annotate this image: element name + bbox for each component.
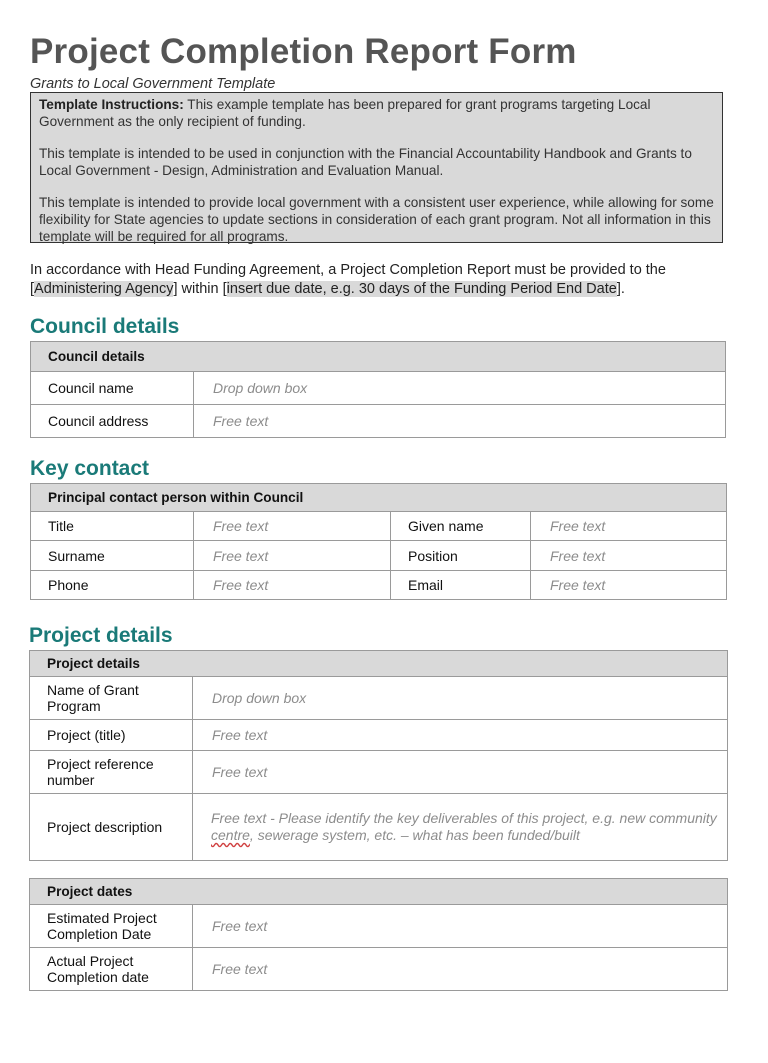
project-details-heading: Project details xyxy=(29,624,173,647)
project-title-field[interactable]: Free text xyxy=(193,720,728,751)
instructions-lead: Template Instructions: xyxy=(39,97,184,112)
accordance-text-1: In accordance with Head Funding Agreement, a Project Completion Report must be provided to the [ xyxy=(30,262,666,297)
page-title: Project Completion Report Form xyxy=(30,32,577,71)
project-dates-table-header: Project dates xyxy=(30,879,728,905)
phone-label: Phone xyxy=(31,571,194,600)
table-row xyxy=(31,541,727,571)
due-date-placeholder[interactable]: insert due date, e.g. 30 days of the Funding Period End Date xyxy=(226,281,617,297)
key-contact-table xyxy=(30,483,727,600)
council-details-table xyxy=(30,341,726,438)
project-description-field[interactable] xyxy=(193,794,728,861)
grant-program-field[interactable]: Drop down box xyxy=(193,677,728,720)
instructions-paragraph-1 xyxy=(39,96,716,130)
council-table-header: Council details xyxy=(31,342,726,372)
council-address-field[interactable]: Free text xyxy=(194,405,726,438)
project-details-table xyxy=(29,650,728,861)
council-name-label: Council name xyxy=(31,372,194,405)
table-row xyxy=(31,372,726,405)
instructions-text-1: This example template has been prepared for grant programs targeting Local Government as the only recipient of funding. xyxy=(39,97,651,129)
grant-program-label: Name of Grant Program xyxy=(30,677,193,720)
estimated-completion-field[interactable]: Free text xyxy=(193,905,728,948)
accordance-text-2: ] within [ xyxy=(173,281,227,297)
email-label: Email xyxy=(391,571,531,600)
title-field[interactable]: Free text xyxy=(194,512,391,541)
project-description-label: Project description xyxy=(30,794,193,861)
table-row xyxy=(30,794,728,861)
administering-agency-placeholder[interactable]: Administering Agency xyxy=(34,281,174,297)
description-text-b: centre xyxy=(211,827,250,843)
given-name-label: Given name xyxy=(391,512,531,541)
key-contact-table-header: Principal contact person within Council xyxy=(31,484,727,512)
description-text-c: , sewerage system, etc. – what has been funded/built xyxy=(249,827,580,843)
instructions-paragraph-2: This template is intended to be used in conjunction with the Financial Accountability Handbook and Grants to Local Government - Design, Administration and Evaluation Manual. xyxy=(39,146,692,178)
project-reference-field[interactable]: Free text xyxy=(193,751,728,794)
accordance-text-3: ]. xyxy=(616,281,625,297)
table-row xyxy=(30,948,728,991)
project-reference-label: Project reference number xyxy=(30,751,193,794)
key-contact-heading: Key contact xyxy=(30,457,150,480)
position-label: Position xyxy=(391,541,531,571)
title-label: Title xyxy=(31,512,194,541)
table-row xyxy=(31,512,727,541)
table-row xyxy=(30,677,728,720)
actual-completion-field[interactable]: Free text xyxy=(193,948,728,991)
accordance-paragraph xyxy=(30,261,730,299)
council-name-field[interactable]: Drop down box xyxy=(194,372,726,405)
page-subtitle: Grants to Local Government Template xyxy=(30,76,276,92)
table-row xyxy=(31,405,726,438)
description-text-a: Free text - Please identify the key deliverables of this project, e.g. new community xyxy=(211,810,717,826)
instructions-paragraph-3: This template is intended to provide local government with a consistent user experience, while allowing for some flexibility for State agencies to update sections in consideration of each grant program. Not all information in this template will be required for all programs. xyxy=(39,195,714,244)
surname-label: Surname xyxy=(31,541,194,571)
project-dates-table xyxy=(29,878,728,991)
table-row xyxy=(30,720,728,751)
council-address-label: Council address xyxy=(31,405,194,438)
table-row xyxy=(30,751,728,794)
email-field[interactable]: Free text xyxy=(531,571,727,600)
given-name-field[interactable]: Free text xyxy=(531,512,727,541)
table-row xyxy=(31,571,727,600)
project-table-header: Project details xyxy=(30,651,728,677)
table-row xyxy=(30,905,728,948)
estimated-completion-label: Estimated Project Completion Date xyxy=(30,905,193,948)
phone-field[interactable]: Free text xyxy=(194,571,391,600)
council-details-heading: Council details xyxy=(30,315,180,338)
template-instructions-box xyxy=(30,92,723,243)
surname-field[interactable]: Free text xyxy=(194,541,391,571)
position-field[interactable]: Free text xyxy=(531,541,727,571)
actual-completion-label: Actual Project Completion date xyxy=(30,948,193,991)
project-title-label: Project (title) xyxy=(30,720,193,751)
